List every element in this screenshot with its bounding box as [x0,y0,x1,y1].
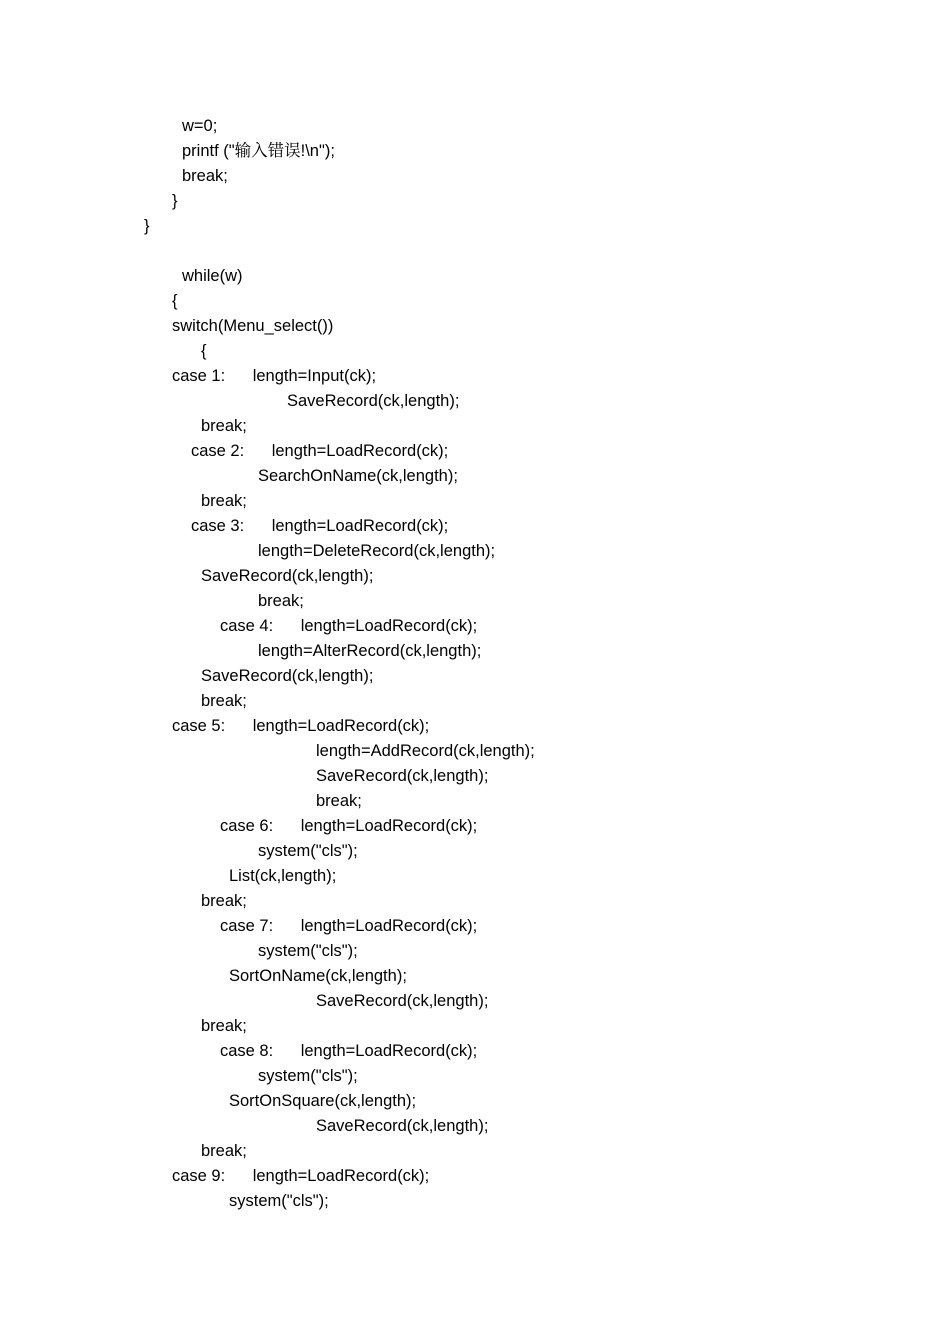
code-line: break; [201,1142,247,1160]
code-line: break; [201,692,247,710]
code-line: SaveRecord(ck,length); [201,667,374,685]
code-line: SaveRecord(ck,length); [316,767,489,785]
code-line: length=DeleteRecord(ck,length); [258,542,496,560]
code-line: { [172,292,178,310]
code-line: break; [201,1017,247,1035]
code-line: case 5: length=LoadRecord(ck); [172,717,430,735]
code-line: case 1: length=Input(ck); [172,367,377,385]
code-line: SearchOnName(ck,length); [258,467,458,485]
code-line: system("cls"); [258,1067,358,1085]
code-line: system("cls"); [258,842,358,860]
code-line: break; [316,792,362,810]
code-line: break; [182,167,228,185]
code-line: while(w) [182,267,243,285]
code-line: SortOnSquare(ck,length); [229,1092,417,1110]
code-line: case 9: length=LoadRecord(ck); [172,1167,430,1185]
code-line: break; [201,492,247,510]
code-line: SortOnName(ck,length); [229,967,407,985]
code-line: case 4: length=LoadRecord(ck); [220,617,478,635]
code-line: system("cls"); [258,942,358,960]
code-line: break; [201,892,247,910]
code-line: } [144,217,150,235]
code-line: } [172,192,178,210]
code-line: w=0; [182,117,218,135]
code-line: { [201,342,207,360]
code-line: SaveRecord(ck,length); [201,567,374,585]
code-line: case 3: length=LoadRecord(ck); [191,517,449,535]
code-line: SaveRecord(ck,length); [287,392,460,410]
code-line: case 8: length=LoadRecord(ck); [220,1042,478,1060]
code-line: SaveRecord(ck,length); [316,1117,489,1135]
code-line: length=AlterRecord(ck,length); [258,642,482,660]
code-line: case 6: length=LoadRecord(ck); [220,817,478,835]
code-line: case 2: length=LoadRecord(ck); [191,442,449,460]
code-line: length=AddRecord(ck,length); [316,742,535,760]
code-line: case 7: length=LoadRecord(ck); [220,917,478,935]
code-line: system("cls"); [229,1192,329,1210]
code-line: SaveRecord(ck,length); [316,992,489,1010]
code-line: break; [258,592,304,610]
code-line: List(ck,length); [229,867,337,885]
code-line: break; [201,417,247,435]
code-line: switch(Menu_select()) [172,317,334,335]
code-line: printf ("输入错误!\n"); [182,142,335,160]
